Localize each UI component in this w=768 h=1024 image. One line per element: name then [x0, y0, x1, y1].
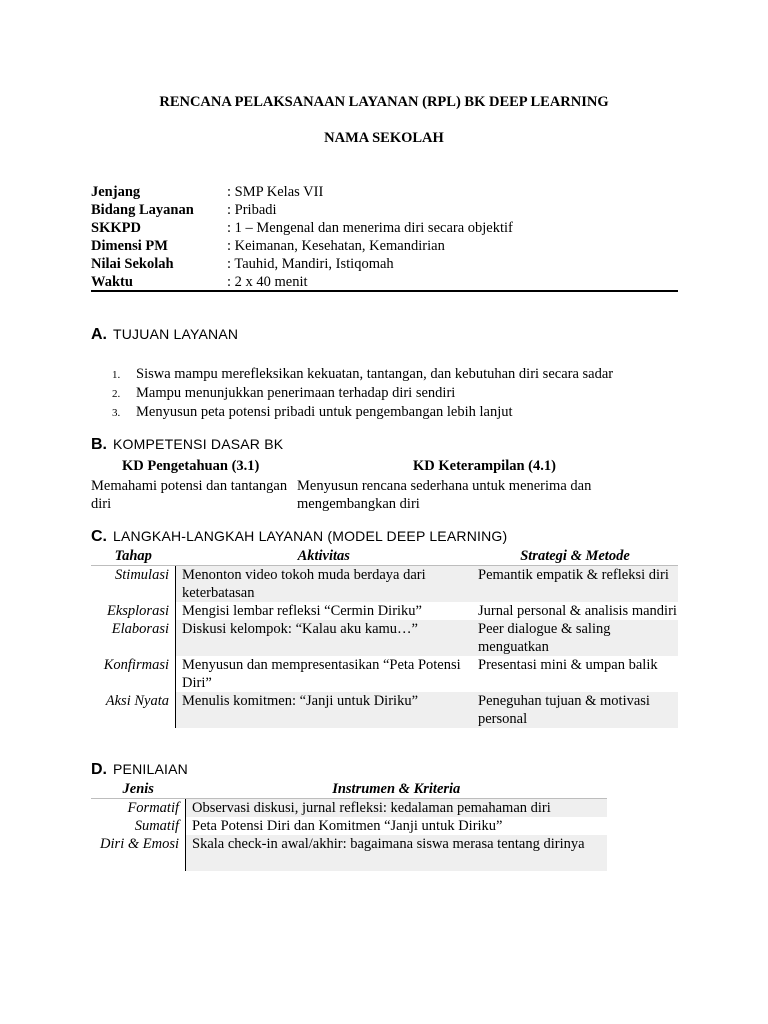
info-label: Bidang Layanan — [91, 202, 194, 218]
kd-keterampilan-text: Menyusun rencana sederhana untuk menerima dan mengembangkan diri — [297, 478, 592, 512]
section-d-heading — [91, 761, 188, 779]
kd-pengetahuan-text: Memahami potensi dan tantangan diri — [91, 478, 288, 512]
section-c-heading — [91, 528, 507, 546]
list-text: Mampu menunjukkan penerimaan terhadap diri sendiri — [136, 385, 456, 401]
info-row — [91, 183, 678, 201]
aktivitas-cell: Mengisi lembar refleksi “Cermin Diriku” — [176, 602, 473, 620]
info-table — [91, 183, 678, 291]
jenis-cell: Diri & Emosi — [100, 836, 179, 852]
aktivitas-cell: Menulis komitmen: “Janji untuk Diriku” — [176, 692, 473, 728]
jenis-cell: Formatif — [127, 800, 179, 816]
list-number: 3. — [112, 407, 121, 419]
info-label: Dimensi PM — [91, 238, 168, 254]
info-row — [91, 273, 678, 291]
info-row — [91, 201, 678, 219]
list-item — [112, 403, 613, 422]
info-value: : 1 – Mengenal dan menerima diri secara objektif — [227, 220, 513, 236]
header-divider — [91, 290, 678, 292]
kriteria-cell: Skala check-in awal/akhir: bagaimana siswa merasa tentang dirinya — [186, 835, 608, 871]
section-letter: A. — [91, 326, 107, 343]
info-value: : SMP Kelas VII — [227, 184, 324, 200]
table-row — [91, 817, 607, 835]
strategi-cell: Jurnal personal & analisis mandiri — [478, 603, 677, 619]
table-row — [91, 692, 678, 728]
objectives-list — [112, 365, 613, 422]
strategi-cell: Peneguhan tujuan & motivasi personal — [472, 692, 678, 728]
column-header-tahap: Tahap — [91, 548, 176, 566]
info-value: : Tauhid, Mandiri, Istiqomah — [227, 256, 394, 272]
list-item — [112, 365, 613, 384]
table-row — [91, 566, 678, 603]
table-row — [91, 602, 678, 620]
section-letter: D. — [91, 761, 107, 778]
tahap-cell: Konfirmasi — [103, 657, 169, 673]
table-row — [91, 656, 678, 692]
kriteria-cell: Peta Potensi Diri dan Komitmen “Janji untuk Diriku” — [186, 817, 608, 835]
aktivitas-cell: Menyusun dan mempresentasikan “Peta Potensi Diri” — [176, 656, 473, 692]
info-value: : Keimanan, Kesehatan, Kemandirian — [227, 238, 445, 254]
column-header-jenis: Jenis — [91, 781, 186, 799]
section-a-heading — [91, 326, 238, 344]
table-row — [91, 620, 678, 656]
table-header-row — [91, 548, 678, 566]
tahap-cell: Aksi Nyata — [105, 693, 169, 709]
info-value: : 2 x 40 menit — [227, 274, 308, 290]
kriteria-cell: Observasi diskusi, jurnal refleksi: kedalaman pemahaman diri — [186, 799, 608, 818]
info-value: : Pribadi — [227, 202, 277, 218]
info-row — [91, 255, 678, 273]
tahap-cell: Elaborasi — [111, 621, 169, 637]
column-header-kriteria: Instrumen & Kriteria — [186, 781, 608, 799]
section-title: KOMPETENSI DASAR BK — [113, 436, 284, 452]
column-header-strategi: Strategi & Metode — [472, 548, 678, 566]
table-row — [91, 835, 607, 871]
section-title: LANGKAH-LANGKAH LAYANAN (MODEL DEEP LEARNING) — [113, 528, 508, 544]
list-item — [112, 384, 613, 403]
school-name: NAMA SEKOLAH — [324, 130, 444, 146]
steps-table — [91, 548, 678, 728]
tahap-cell: Eksplorasi — [106, 603, 169, 619]
strategi-cell: Presentasi mini & umpan balik — [478, 657, 658, 673]
kd-pengetahuan-heading: KD Pengetahuan (3.1) — [122, 458, 260, 474]
section-b-heading — [91, 436, 283, 454]
kd-keterampilan-heading: KD Keterampilan (4.1) — [413, 458, 556, 474]
strategi-cell: Peer dialogue & saling menguatkan — [472, 620, 678, 656]
list-number: 2. — [112, 388, 121, 400]
table-row — [91, 799, 607, 818]
jenis-cell: Sumatif — [134, 818, 179, 834]
list-text: Siswa mampu merefleksikan kekuatan, tantangan, dan kebutuhan diri secara sadar — [136, 366, 614, 382]
info-label: SKKPD — [91, 220, 141, 236]
strategi-cell: Pemantik empatik & refleksi diri — [472, 566, 678, 603]
document-title: RENCANA PELAKSANAAN LAYANAN (RPL) BK DEEP LEARNING — [159, 94, 609, 110]
info-label: Waktu — [91, 274, 133, 290]
section-letter: C. — [91, 528, 107, 545]
column-header-aktivitas: Aktivitas — [176, 548, 473, 566]
section-title: TUJUAN LAYANAN — [113, 326, 239, 342]
list-number: 1. — [112, 369, 121, 381]
table-header-row — [91, 781, 607, 799]
info-label: Nilai Sekolah — [91, 256, 174, 272]
section-letter: B. — [91, 436, 107, 453]
info-label: Jenjang — [91, 184, 141, 200]
assessment-table — [91, 781, 607, 871]
aktivitas-cell: Menonton video tokoh muda berdaya dari keterbatasan — [176, 566, 473, 603]
tahap-cell: Stimulasi — [115, 567, 169, 583]
info-row — [91, 237, 678, 255]
info-row — [91, 219, 678, 237]
list-text: Menyusun peta potensi pribadi untuk pengembangan lebih lanjut — [136, 404, 513, 420]
aktivitas-cell: Diskusi kelompok: “Kalau aku kamu…” — [176, 620, 473, 656]
section-title: PENILAIAN — [113, 761, 188, 777]
